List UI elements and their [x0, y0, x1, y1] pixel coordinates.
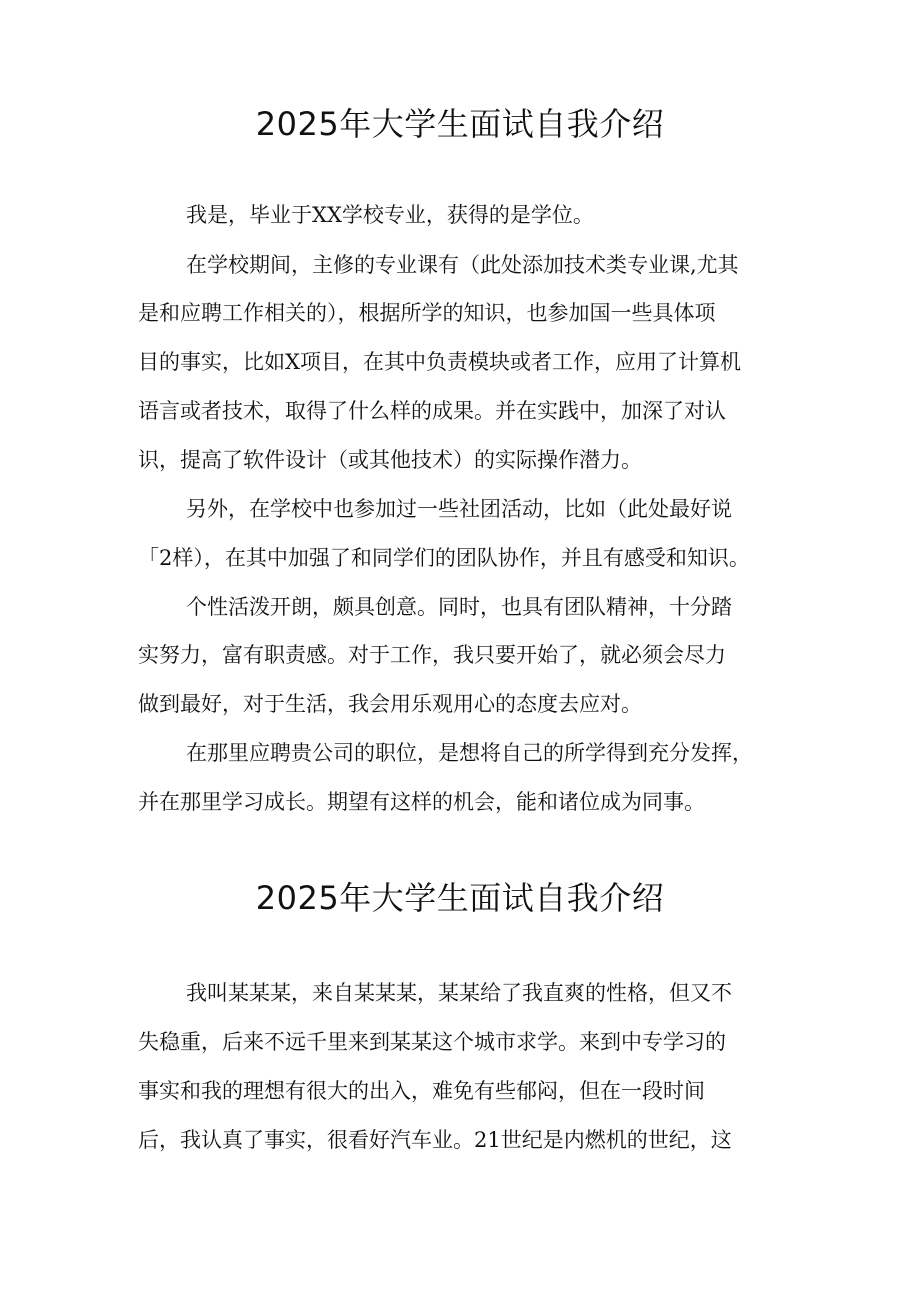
paragraph-line: 是和应聘工作相关的），根据所学的知识，也参加国一些具体项 — [138, 301, 716, 325]
paragraph-line: 在学校期间，主修的专业课有（此处添加技术类专业课,尤其 — [186, 253, 739, 277]
section-title: 2025年大学生面试自我介绍 — [255, 879, 665, 917]
paragraph-line: 做到最好，对于生活，我会用乐观用心的态度去应对。 — [138, 692, 642, 716]
paragraph-line: 我是，毕业于XX学校专业，获得的是学位。 — [186, 203, 594, 227]
paragraph-line: 实努力，富有职责感。对于工作，我只要开始了，就必须会尽力 — [138, 643, 726, 667]
paragraph-line: 识，提高了软件设计（或其他技术）的实际操作潜力。 — [138, 448, 642, 472]
section-title: 2025年大学生面试自我介绍 — [255, 105, 665, 143]
paragraph-line: 目的事实，比如X项目，在其中负责模块或者工作，应用了计算机 — [138, 350, 741, 374]
paragraph-line: 另外，在学校中也参加过一些社团活动，比如（此处最好说 — [186, 497, 732, 521]
paragraph-line: 在那里应聘贵公司的职位，是想将自己的所学得到充分发挥， — [186, 741, 753, 765]
paragraph-line: 「2样），在其中加强了和同学们的团队协作，并且有感受和知识。 — [138, 546, 750, 570]
paragraph-line: 事实和我的理想有很大的出入，难免有些郁闷，但在一段时间 — [138, 1079, 705, 1103]
paragraph-line: 语言或者技术，取得了什么样的成果。并在实践中，加深了对认 — [138, 399, 726, 423]
paragraph-line: 失稳重，后来不远千里来到某某这个城市求学。来到中专学习的 — [138, 1030, 726, 1054]
paragraph-line: 个性活泼开朗，颇具创意。同时，也具有团队精神，十分踏 — [186, 595, 732, 619]
paragraph-line: 后，我认真了事实，很看好汽车业。21世纪是内燃机的世纪，这 — [138, 1128, 732, 1152]
paragraph-line: 我叫某某某，来自某某某，某某给了我直爽的性格，但又不 — [186, 981, 732, 1005]
paragraph-line: 并在那里学习成长。期望有这样的机会，能和诸位成为同事。 — [138, 790, 705, 814]
